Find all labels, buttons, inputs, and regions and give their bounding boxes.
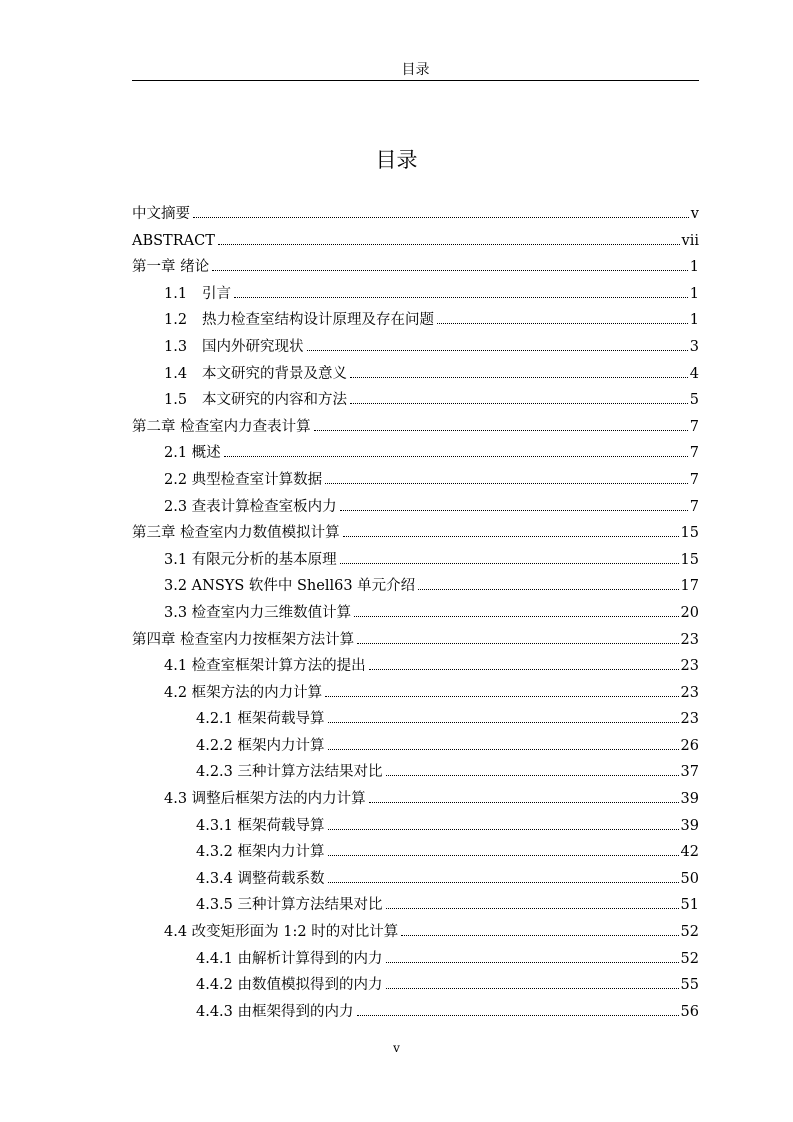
toc-entry-label: 国内外研究现状 xyxy=(202,338,304,355)
toc-entry[interactable] xyxy=(132,706,699,733)
toc-entry-label: 4.3.2 框架内力计算 xyxy=(196,844,325,861)
toc-entry-number: 1.4 xyxy=(164,365,188,382)
toc-entry-label: ABSTRACT xyxy=(132,232,215,249)
toc-entry-page: vii xyxy=(681,232,699,249)
toc-entry[interactable] xyxy=(132,254,699,281)
table-of-contents xyxy=(132,201,699,1025)
toc-entry-page: 15 xyxy=(680,551,699,568)
toc-dot-leader xyxy=(343,535,679,537)
toc-entry[interactable] xyxy=(132,813,699,840)
toc-dot-leader xyxy=(218,243,680,245)
toc-dot-leader xyxy=(328,828,679,830)
toc-entry-page: 37 xyxy=(680,764,699,781)
toc-entry-label: 4.3.5 三种计算方法结果对比 xyxy=(196,897,383,914)
toc-entry[interactable] xyxy=(132,627,699,654)
toc-entry[interactable] xyxy=(132,946,699,973)
toc-dot-leader xyxy=(369,668,679,670)
toc-entry-label: 第二章 检查室内力查表计算 xyxy=(132,418,311,435)
toc-entry-label: 3.1 有限元分析的基本原理 xyxy=(164,551,337,568)
toc-dot-leader xyxy=(307,349,688,351)
toc-entry[interactable] xyxy=(132,892,699,919)
toc-entry[interactable] xyxy=(132,414,699,441)
toc-dot-leader xyxy=(328,881,679,883)
toc-dot-leader xyxy=(328,854,679,856)
toc-dot-leader xyxy=(340,509,688,511)
toc-entry[interactable] xyxy=(132,228,699,255)
toc-entry-label: 4.4 改变矩形面为 1:2 时的对比计算 xyxy=(164,924,399,941)
toc-entry-page: 17 xyxy=(680,578,699,595)
page-number: v xyxy=(393,1041,400,1055)
toc-entry-label: 4.1 检查室框架计算方法的提出 xyxy=(164,658,366,675)
toc-entry-label: 4.2.3 三种计算方法结果对比 xyxy=(196,764,383,781)
toc-entry-label: 中文摘要 xyxy=(132,206,190,222)
toc-entry-label: 3.3 检查室内力三维数值计算 xyxy=(164,604,352,621)
toc-entry-page: 52 xyxy=(680,950,699,967)
toc-entry-page: 7 xyxy=(689,418,699,435)
toc-entry-page: 51 xyxy=(680,897,699,914)
toc-entry[interactable] xyxy=(132,494,699,521)
toc-entry-page: 1 xyxy=(689,259,699,276)
toc-entry[interactable] xyxy=(132,733,699,760)
toc-entry-page: 39 xyxy=(680,791,699,808)
toc-dot-leader xyxy=(328,721,679,723)
toc-entry-label: 本文研究的内容和方法 xyxy=(202,392,347,409)
toc-dot-leader xyxy=(357,1014,679,1016)
toc-entry-label: 2.1 概述 xyxy=(164,445,221,462)
toc-entry-label: 4.3.4 调整荷载系数 xyxy=(196,870,325,887)
toc-entry[interactable] xyxy=(132,334,699,361)
toc-entry-page: 4 xyxy=(689,365,699,382)
toc-entry-page: 3 xyxy=(689,338,699,355)
toc-entry-page: 39 xyxy=(680,817,699,834)
toc-dot-leader xyxy=(212,269,688,271)
toc-dot-leader xyxy=(224,455,688,457)
toc-entry-page: 7 xyxy=(689,498,699,515)
toc-entry-label: 4.4.1 由解析计算得到的内力 xyxy=(196,950,383,967)
toc-dot-leader xyxy=(369,801,679,803)
toc-entry[interactable] xyxy=(132,680,699,707)
toc-entry[interactable] xyxy=(132,866,699,893)
toc-entry[interactable] xyxy=(132,786,699,813)
toc-dot-leader xyxy=(340,562,679,564)
toc-entry-label: 4.2.1 框架荷载导算 xyxy=(196,711,325,728)
toc-entry[interactable] xyxy=(132,467,699,494)
toc-entry-number: 1.1 xyxy=(164,285,188,302)
toc-entry-page: 50 xyxy=(680,870,699,887)
page-title: 目录 xyxy=(375,148,418,172)
toc-entry[interactable] xyxy=(132,653,699,680)
toc-entry[interactable] xyxy=(132,307,699,334)
toc-entry-label: 2.3 查表计算检查室板内力 xyxy=(164,498,337,515)
toc-entry-page: 1 xyxy=(689,312,699,329)
toc-entry-label: 引言 xyxy=(202,285,231,302)
toc-entry-page: 23 xyxy=(680,684,699,701)
toc-entry-page: 23 xyxy=(680,631,699,648)
toc-entry-number: 1.5 xyxy=(164,392,188,409)
toc-entry-label: 第三章 检查室内力数值模拟计算 xyxy=(132,525,340,542)
toc-dot-leader xyxy=(354,615,678,617)
toc-entry[interactable] xyxy=(132,972,699,999)
toc-entry-label: 4.4.3 由框架得到的内力 xyxy=(196,1003,354,1020)
toc-dot-leader xyxy=(401,934,678,936)
toc-entry[interactable] xyxy=(132,573,699,600)
header-rule xyxy=(132,80,699,81)
toc-entry-page: 55 xyxy=(680,977,699,994)
toc-dot-leader xyxy=(386,961,679,963)
toc-entry[interactable] xyxy=(132,281,699,308)
toc-dot-leader xyxy=(418,588,678,590)
toc-entry-page: 26 xyxy=(680,737,699,754)
toc-entry-page: 23 xyxy=(680,658,699,675)
toc-entry-page: 52 xyxy=(680,924,699,941)
toc-entry-page: 7 xyxy=(689,445,699,462)
toc-entry[interactable] xyxy=(132,600,699,627)
toc-dot-leader xyxy=(350,402,688,404)
toc-entry-label: 4.3 调整后框架方法的内力计算 xyxy=(164,791,366,808)
toc-entry-page: 15 xyxy=(680,525,699,542)
toc-entry[interactable] xyxy=(132,999,699,1026)
toc-entry[interactable] xyxy=(132,839,699,866)
toc-entry-number: 1.3 xyxy=(164,338,188,355)
toc-entry-page: 5 xyxy=(689,392,699,409)
toc-dot-leader xyxy=(234,296,688,298)
toc-dot-leader xyxy=(437,322,688,324)
toc-entry[interactable] xyxy=(132,919,699,946)
toc-dot-leader xyxy=(328,748,679,750)
toc-entry-page: 7 xyxy=(689,471,699,488)
toc-entry-label: 本文研究的背景及意义 xyxy=(202,365,347,382)
toc-entry-label: 4.4.2 由数值模拟得到的内力 xyxy=(196,977,383,994)
toc-entry[interactable] xyxy=(132,547,699,574)
toc-entry-label: 3.2 ANSYS 软件中 Shell63 单元介绍 xyxy=(164,578,416,595)
toc-entry-label: 4.3.1 框架荷载导算 xyxy=(196,817,325,834)
toc-entry-number: 1.2 xyxy=(164,312,188,329)
toc-dot-leader xyxy=(386,907,679,909)
running-header: 目录 xyxy=(401,62,430,78)
toc-dot-leader xyxy=(386,987,679,989)
toc-entry-label: 4.2.2 框架内力计算 xyxy=(196,737,325,754)
toc-entry-page: 23 xyxy=(680,711,699,728)
toc-entry-page: 1 xyxy=(689,285,699,302)
toc-entry[interactable] xyxy=(132,440,699,467)
toc-entry-label: 热力检查室结构设计原理及存在问题 xyxy=(202,312,434,329)
toc-entry-label: 2.2 典型检查室计算数据 xyxy=(164,471,323,488)
toc-dot-leader xyxy=(325,482,688,484)
toc-entry-label: 4.2 框架方法的内力计算 xyxy=(164,684,323,701)
toc-dot-leader xyxy=(386,774,679,776)
toc-dot-leader xyxy=(193,216,689,218)
toc-dot-leader xyxy=(350,376,688,378)
toc-entry-label: 第四章 检查室内力按框架方法计算 xyxy=(132,631,355,648)
toc-dot-leader xyxy=(314,429,688,431)
toc-entry[interactable] xyxy=(132,520,699,547)
toc-dot-leader xyxy=(357,642,678,644)
toc-dot-leader xyxy=(325,695,678,697)
toc-entry[interactable] xyxy=(132,201,699,228)
toc-entry[interactable] xyxy=(132,759,699,786)
toc-entry-page: 20 xyxy=(680,604,699,621)
toc-entry-page: 42 xyxy=(680,844,699,861)
toc-entry-page: 56 xyxy=(680,1003,699,1020)
toc-entry[interactable] xyxy=(132,387,699,414)
toc-entry-label: 第一章 绪论 xyxy=(132,259,210,276)
toc-entry-page: v xyxy=(690,206,699,222)
toc-entry[interactable] xyxy=(132,361,699,388)
